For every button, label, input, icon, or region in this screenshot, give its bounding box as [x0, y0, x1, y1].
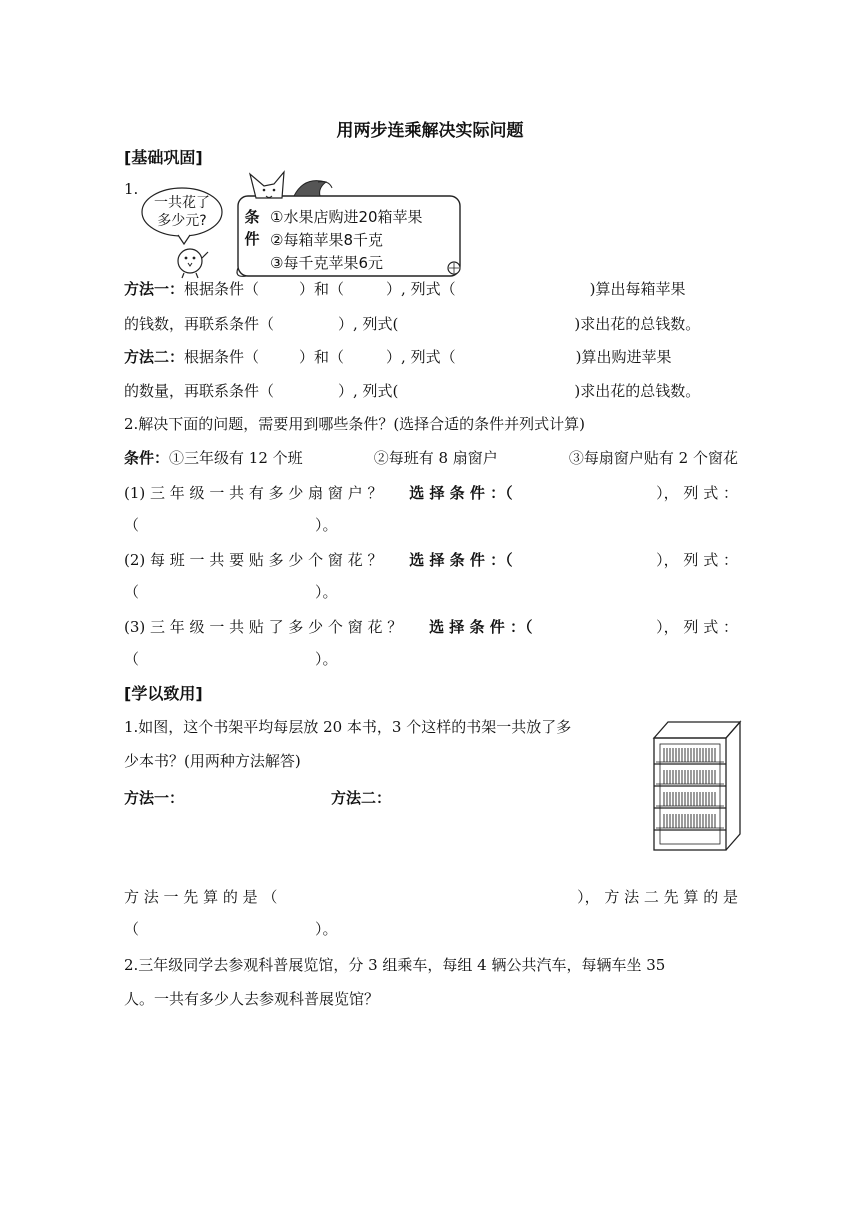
apply-question-2-line2: 人。一共有多少人去参观科普展览馆？ [124, 990, 380, 1008]
answer-blank[interactable] [539, 549, 629, 571]
method2-text-b: ）和（ [299, 348, 345, 366]
question-1-number: 1. [124, 180, 139, 198]
answer-blank[interactable] [302, 886, 552, 908]
page-title: 用两步连乘解决实际问题 [336, 121, 524, 141]
select-conditions-label: 选 择 条 件 ：（ [429, 618, 533, 636]
condition-2: ②每箱苹果8千克 [270, 231, 383, 249]
subquestion-3-formula-line [124, 648, 338, 670]
subquestion-3 [124, 616, 738, 638]
method2-first-text: ）， 方 法 二 先 算 的 是 [577, 888, 738, 906]
close-paren: ）。 [315, 583, 338, 601]
open-paren: （ [124, 583, 140, 601]
method2-text-e: 的数量，再联系条件（ [124, 382, 275, 400]
question-2-intro: 2.解决下面的问题，需要用到哪些条件？(选择合适的条件并列式计算) [124, 415, 586, 433]
first-compute-line [124, 886, 738, 908]
apply-question-1-line2: 少本书？(用两种方法解答) [124, 752, 301, 770]
section-heading-basic: [基础巩固] [124, 148, 203, 167]
condition-windows: ②每班有 8 扇窗户 [373, 449, 498, 467]
method1-text-a: 根据条件（ [184, 280, 260, 298]
method1-text-b: ）和（ [299, 280, 345, 298]
method1-text-g: )求出花的总钱数。 [574, 315, 701, 333]
method2-text-a: 根据条件（ [184, 348, 260, 366]
subquestion-1 [124, 482, 738, 504]
method1-label: 方法一： [124, 280, 185, 298]
close-paren: ）。 [315, 516, 338, 534]
formula-label: ）， 列 式 ： [656, 484, 738, 502]
method1-first-text: 方 法 一 先 算 的 是 （ [124, 888, 278, 906]
method2-text-g: )求出花的总钱数。 [574, 382, 701, 400]
method2-text-f: ）, 列式( [338, 382, 399, 400]
method2-label: 方法二： [124, 348, 185, 366]
method-2-label: 方法二： [331, 789, 392, 807]
section-heading-apply: [学以致用] [124, 684, 203, 703]
method2-line1 [124, 346, 671, 368]
answer-blank[interactable] [559, 616, 629, 638]
condition-1: ①水果店购进20箱苹果 [270, 208, 423, 226]
close-paren: ）。 [315, 920, 338, 938]
bubble-text-line2: 多少元? [157, 213, 207, 229]
condition-label-2: 件 [244, 230, 260, 248]
open-paren: （ [124, 650, 140, 668]
method1-text-c: ）, 列式（ [386, 280, 456, 298]
formula-label: ）， 列 式 ： [656, 551, 738, 569]
select-conditions-label: 选 择 条 件 ：（ [409, 484, 513, 502]
method1-line2 [124, 313, 700, 335]
question-2-conditions [124, 447, 738, 469]
close-paren: ）。 [315, 650, 338, 668]
method-1-label: 方法一： [124, 789, 185, 807]
select-conditions-label: 选 择 条 件 ：（ [409, 551, 513, 569]
apply-question-2-line1: 2.三年级同学去参观科普展览馆，分 3 组乘车，每组 4 辆公共汽车，每辆车坐 35 [124, 956, 666, 974]
subquestion-2-text: (2) 每 班 一 共 要 贴 多 少 个 窗 花 ？ [124, 551, 383, 569]
subquestion-1-text: (1) 三 年 级 一 共 有 多 少 扇 窗 户 ？ [124, 484, 383, 502]
condition-3: ③每千克苹果6元 [270, 254, 383, 272]
bubble-text-line1: 一共花了 [154, 195, 210, 211]
condition-classes: ①三年级有 12 个班 [169, 449, 303, 467]
formula-label: ）， 列 式 ： [656, 618, 738, 636]
method1-text-d: )算出每箱苹果 [589, 280, 686, 298]
open-paren: （ [124, 516, 140, 534]
condition-label-1: 条 [244, 208, 260, 226]
first-compute-line2 [124, 918, 338, 940]
subquestion-3-text: (3) 三 年 级 一 共 贴 了 多 少 个 窗 花 ？ [124, 618, 403, 636]
apply-question-1-line1: 1.如图，这个书架平均每层放 20 本书，3 个这样的书架一共放了多 [124, 718, 572, 736]
subquestion-2-formula-line [124, 581, 338, 603]
bookshelf-illustration [644, 718, 746, 856]
conditions-label: 条件： [124, 449, 170, 467]
open-paren: （ [124, 920, 140, 938]
method1-text-f: ）, 列式( [338, 315, 399, 333]
subquestion-1-formula-line [124, 514, 338, 536]
method1-text-e: 的钱数，再联系条件（ [124, 315, 275, 333]
conditions-scroll [234, 168, 466, 280]
chick-speech-illustration [138, 186, 234, 280]
method2-text-d: )算出购进苹果 [575, 348, 672, 366]
subquestion-2 [124, 549, 738, 571]
answer-blank[interactable] [539, 482, 629, 504]
condition-flowers: ③每扇窗户贴有 2 个窗花 [568, 449, 738, 467]
method2-text-c: ）, 列式（ [386, 348, 456, 366]
method1-line1 [124, 278, 738, 300]
method2-line2 [124, 380, 700, 402]
